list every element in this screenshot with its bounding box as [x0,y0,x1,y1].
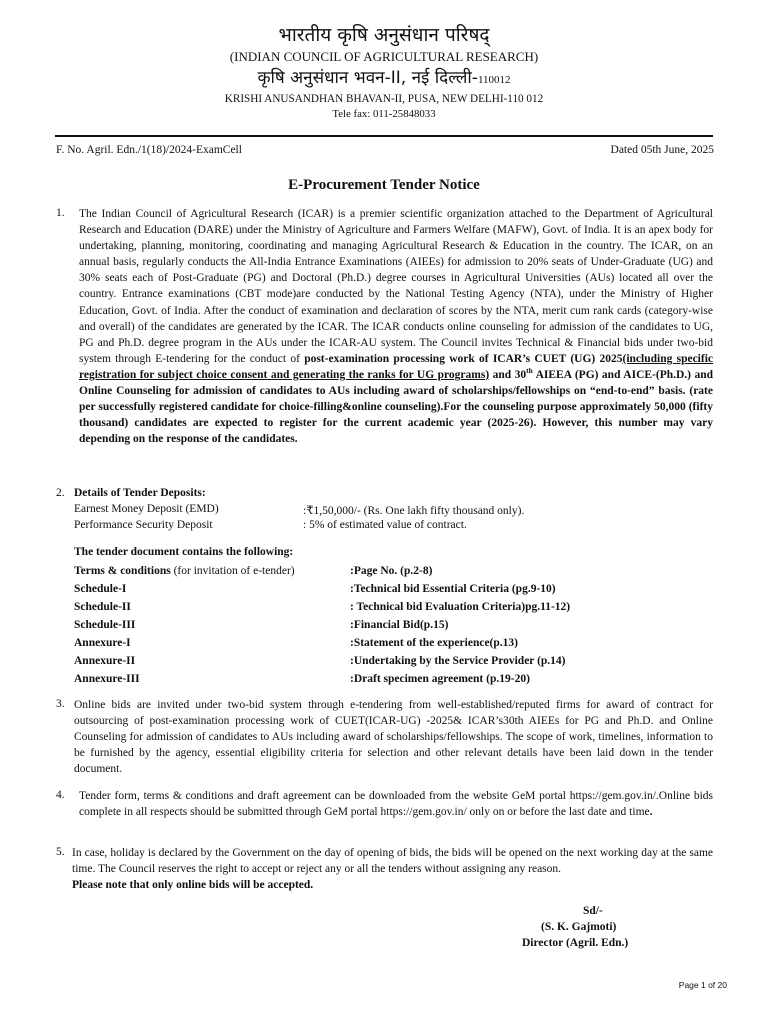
para-1-bold-cuet: post-examination processing work of ICAR’s CUET (UG) 2025 [304,352,623,365]
address-hindi [0,70,768,87]
contents-value-schedule-2: : Technical bid Evaluation Criteria)pg.11-12) [350,601,571,613]
para-1-bold-30: and 30 [489,368,527,381]
para-5-text: In case, holiday is declared by the Government on the day of opening of bids, the bids will be opened on the next working day at the same time. The Council reserves the right to accept or reject any or all the tenders without assigning any reason. [72,847,713,876]
header-divider [55,135,713,137]
contents-label-terms-bold: Terms & conditions [74,565,171,577]
para-1-number: 1. [56,207,65,219]
para-4-number: 4. [56,789,65,801]
contents-label-schedule-3: Schedule-III [74,619,136,631]
para-4-end: . [649,806,653,819]
page-number: Page 1 of 20 [678,980,727,990]
signatory-name: (S. K. Gajmoti) [541,921,617,933]
para-5 [72,845,713,893]
contents-value-annexure-2: :Undertaking by the Service Provider (p.14) [350,655,566,667]
date: Dated 05th June, 2025 [610,144,714,156]
document-title: E-Procurement Tender Notice [288,177,480,193]
contents-label-schedule-2: Schedule-II [74,601,131,613]
address-hindi-text: कृषि अनुसंधान भवन-II, नई दिल्ली- [257,68,478,88]
psd-label: Performance Security Deposit [74,519,213,531]
contents-heading: The tender document contains the following: [74,546,294,558]
contents-label-annexure-1: Annexure-I [74,637,131,649]
emd-label: Earnest Money Deposit (EMD) [74,503,219,515]
signature-sd: Sd/- [583,905,603,917]
para-1 [79,206,713,447]
contents-value-schedule-1: :Technical bid Essential Criteria (pg.9-10) [350,583,556,595]
contents-value-annexure-3: :Draft specimen agreement (p.19-20) [350,673,530,685]
contents-value-schedule-3: :Financial Bid(p.15) [350,619,449,631]
org-name-hindi: भारतीय कृषि अनुसंधान परिषद् [278,24,490,46]
contents-label-annexure-3: Annexure-III [74,673,140,685]
file-number: F. No. Agril. Edn./1(18)/2024-ExamCell [56,144,242,156]
para-5-number: 5. [56,846,65,858]
para-1-bold-rest: AIEEA (PG) and AICE-(Ph.D.) and Online Counseling for admission of candidates to AUs including award of scholarships/fellowships on “end-to-end” basis. (rate per successfully registered candidate for choice-filling&online counseling).For the counseling purpose approximately 50,000 (fifty thousand) candidates are expected to register for the current academic year (2025-26). However, this number may vary depending on the response of the candidates. [79,368,713,446]
para-3-number: 3. [56,698,65,710]
contents-value-annexure-1: :Statement of the experience(p.13) [350,637,518,649]
psd-value: : 5% of estimated value of contract. [303,519,467,531]
emd-value: :₹1,50,000/- (Rs. One lakh fifty thousand only). [303,505,525,517]
para-1-sup: th [526,366,533,376]
telefax: Tele fax: 011-25848033 [332,108,436,120]
para-1-underline: (including specific registration for subject choice consent and generating the ranks for UG programs) [79,352,714,381]
contents-label-terms-suffix: (for invitation of e-tender) [170,565,295,577]
contents-label-schedule-1: Schedule-I [74,583,127,595]
para-2-number: 2. [56,487,65,499]
contents-label-annexure-2: Annexure-II [74,655,136,667]
address-english: KRISHI ANUSANDHAN BHAVAN-II, PUSA, NEW DELHI-110 012 [224,93,544,105]
contents-label-terms [74,565,295,577]
para-5-bold: Please note that only online bids will be accepted. [72,879,314,892]
deposits-heading: Details of Tender Deposits: [74,487,206,499]
para-1-text: The Indian Council of Agricultural Research (ICAR) is a premier scientific organization attached to the Department of Agricultural Research and Education (DARE) under the Ministry of Agriculture and Farmers Welfare (MAFW), Govt. of India. It is an apex body for undertaking, planning, monitoring, coordinating and managing Agricultural Research & Education in the country. The ICAR, on an annual basis, regularly conducts the All-India Entrance Examinations (AIEEs) for admission to 20% seats of Under-Graduate (UG) and 30% seats each of Post-Graduate (PG) and Doctoral (Ph.D.) degree courses in Agricultural Universities (AUs) located all over the country. Entrance examinations (CBT mode)are conducted by the National Testing Agency (NTA), under the Ministry of Higher Education, Govt. of India. After the conduct of examination and declaration of scores by the NTA, merit cum rank cards (category-wise and overall) of the candidates are generated by the ICAR. The ICAR conducts online counseling for admission of the candidates to UG, PG and Ph.D. degree program in the AUs under the ICAR-AU system. The Council invites Technical & Financial bids under two-bid system through E-tendering for the conduct of [79,208,713,365]
contents-value-terms: :Page No. (p.2-8) [350,565,433,577]
para-4-text: Tender form, terms & conditions and draft agreement can be downloaded from the website GeM portal https://gem.gov.in/.Online bids complete in all respects should be submitted through GeM portal https://gem.gov.in/ only on or before the last date and time [79,790,713,819]
org-name-english: (INDIAN COUNCIL OF AGRICULTURAL RESEARCH) [229,49,539,64]
address-hindi-pin: 110012 [477,74,511,86]
para-3: Online bids are invited under two-bid system through e-tendering from well-established/reputed firms for award of contract for outsourcing of post-examination processing work of CUET(ICAR-UG) -2025& ICAR’s30th AIEEs for PG and Ph.D. and Online Counseling for admission of candidates to AUs including award of scholarships/fellowships. The scope of work, timelines, information to be furnished by the agency, essential eligibility criteria for selection and other relevant details have been laid down in the tender document. [74,699,713,776]
para-4 [79,788,713,820]
signatory-designation: Director (Agril. Edn.) [522,937,629,949]
